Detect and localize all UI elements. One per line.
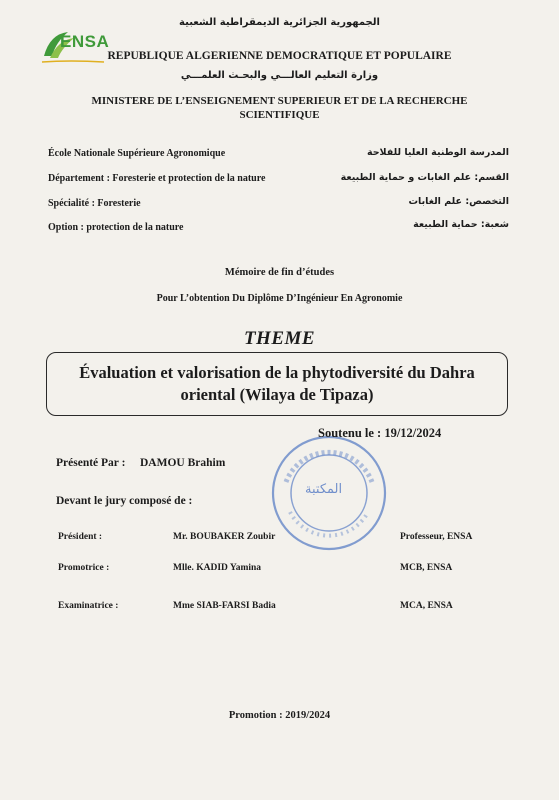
theme-title-line1: Évaluation et valorisation de la phytodiversité du Dahra [79,363,475,382]
jury-role: Président : [58,532,103,542]
jury-title-rank: MCB, ENSA [400,563,453,573]
presented-by-name: DAMOU Brahim [140,457,226,469]
jury-role: Promotrice : [58,563,110,573]
department-arabic: القسم: علم الغابات و حماية الطبيعة [340,172,509,183]
specialty: Spécialité : Foresterie [48,198,141,209]
jury-title-rank: MCA, ENSA [400,601,453,611]
department: Département : Foresterie et protection de la nature [48,173,266,184]
bleed-through-text [130,120,132,130]
stamp-text: المكتبة [305,482,343,497]
school-name: École Nationale Supérieure Agronomique [48,148,226,159]
jury-title-rank: Professeur, ENSA [400,532,473,542]
promotion: Promotion : 2019/2024 [228,710,331,721]
school-name-arabic: المدرسة الوطنية العليا للفلاحة [366,147,509,158]
memoire-title: Mémoire de fin d’études [224,267,335,278]
specialty-arabic: التخصص: علم الغابات [408,196,509,207]
theme-title [46,362,508,406]
theme-label: THEME [243,328,316,349]
option: Option : protection de la nature [48,222,184,233]
option-arabic: شعبة: حماية الطبيعة [413,219,509,230]
republic-title: REPUBLIQUE ALGERIENNE DEMOCRATIQUE ET POPULAIRE [107,50,452,62]
jury-role: Examinatrice : [58,601,119,611]
jury-name: Mme SIAB-FARSI Badia [173,601,276,611]
memoire-purpose: Pour L’obtention Du Diplôme D’Ingénieur En Agronomie [156,293,403,304]
ministry-title-line1: MINISTERE DE L’ENSEIGNEMENT SUPERIEUR ET DE LA RECHERCHE [91,95,468,107]
ministry-title-line2: SCIENTIFIQUE [239,109,320,121]
presented-by-label: Présenté Par : [56,457,126,469]
theme-title-line2: oriental (Wilaya de Tipaza) [180,385,374,404]
logo-wordmark: ENSA [60,32,110,51]
jury-title: Devant le jury composé de : [56,495,193,507]
ministry-arabic: وزارة التعليم العالـــي والبحـث العلمـــي [180,70,379,81]
republic-arabic: الجمهورية الجزائرية الديمقراطية الشعبية [179,17,380,28]
defense-date: Soutenu le : 19/12/2024 [318,426,442,440]
jury-name: Mlle. KADID Yamina [173,563,262,573]
jury-name: Mr. BOUBAKER Zoubir [173,532,276,542]
